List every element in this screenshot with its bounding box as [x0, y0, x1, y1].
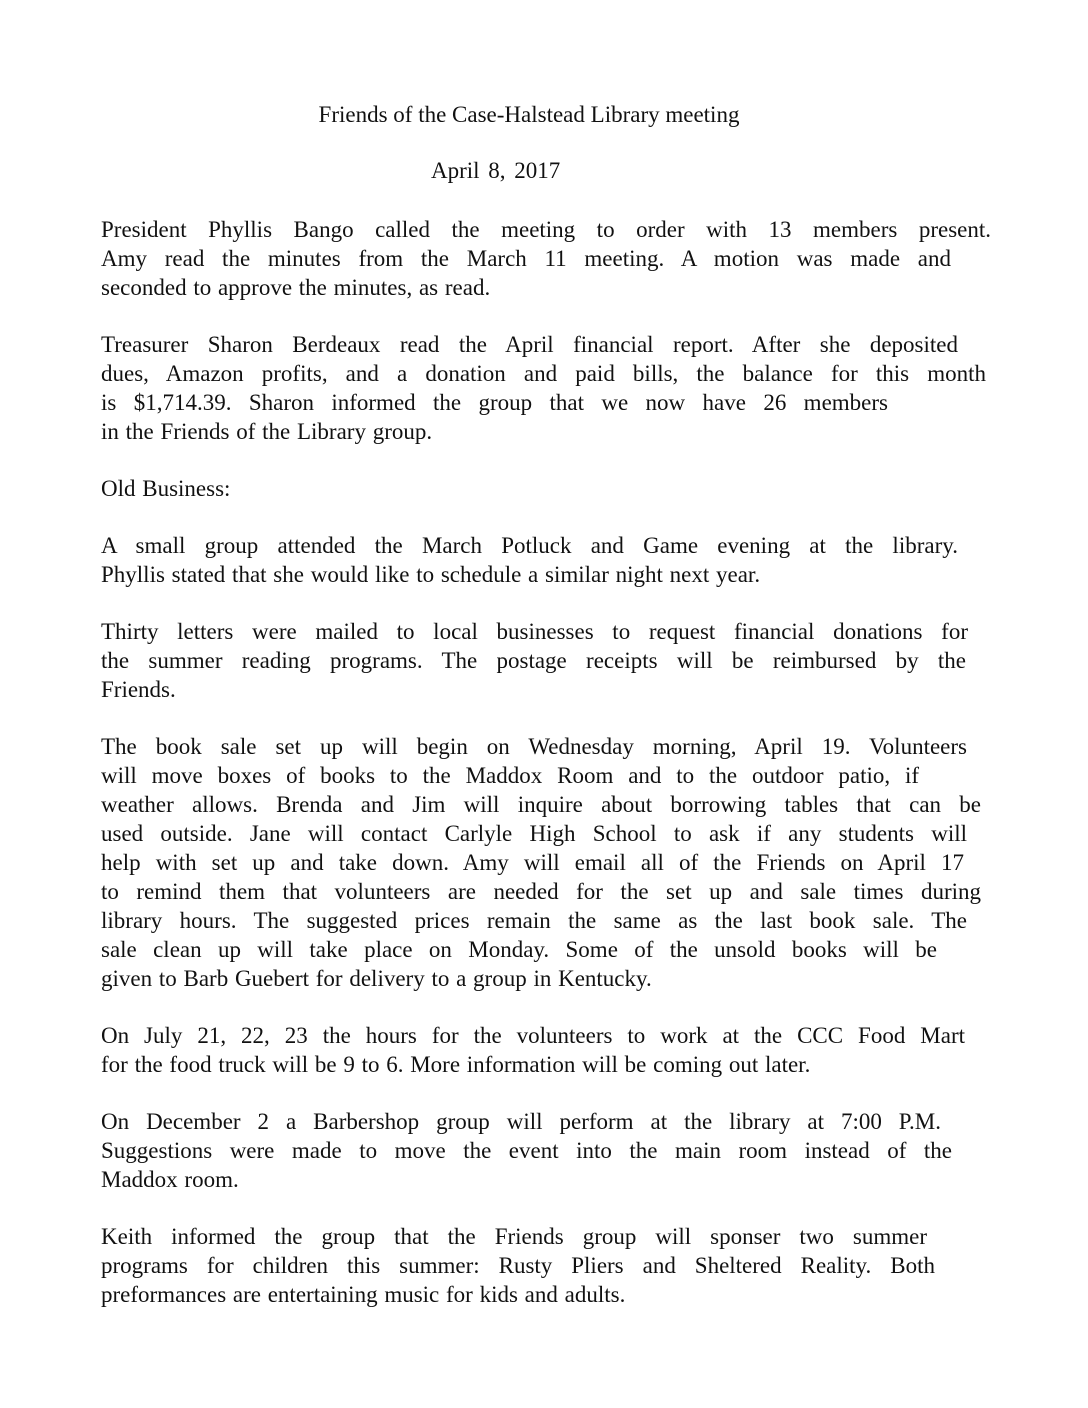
paragraph-summer-programs	[101, 1222, 991, 1309]
text-line: Treasurer Sharon Berdeaux read the April financial report. After she deposited	[101, 332, 958, 357]
page-title: Friends of the Case-Halstead Library meeting	[318, 102, 740, 127]
paragraph-book-sale	[101, 732, 991, 993]
text-line: in the Friends of the Library group.	[101, 419, 433, 444]
paragraph-call-to-order	[101, 215, 991, 302]
text-line: to remind them that volunteers are needed for the set up and sale times during	[101, 879, 981, 904]
text-line: library hours. The suggested prices remain the same as the last book sale. The	[101, 908, 967, 933]
text-line: Old Business:	[101, 476, 231, 501]
text-line: On December 2 a Barbershop group will perform at the library at 7:00 P.M.	[101, 1109, 941, 1134]
paragraph-treasurer-report	[101, 330, 991, 446]
section-heading-old-business	[101, 474, 991, 503]
paragraph-donation-letters	[101, 617, 991, 704]
text-line: the summer reading programs. The postage receipts will be reimbursed by the	[101, 648, 966, 673]
text-line: dues, Amazon profits, and a donation and paid bills, the balance for this month	[101, 361, 986, 386]
text-line: seconded to approve the minutes, as read.	[101, 275, 491, 300]
text-line: sale clean up will take place on Monday. Some of the unsold books will be	[101, 937, 937, 962]
text-line: Maddox room.	[101, 1167, 239, 1192]
paragraph-barbershop	[101, 1107, 991, 1194]
text-line: will move boxes of books to the Maddox Room and to the outdoor patio, if	[101, 763, 919, 788]
text-line: The book sale set up will begin on Wednesday morning, April 19. Volunteers	[101, 734, 967, 759]
meeting-date: April 8, 2017	[431, 158, 561, 183]
text-line: help with set up and take down. Amy will email all of the Friends on April 17	[101, 850, 964, 875]
text-line: used outside. Jane will contact Carlyle High School to ask if any students will	[101, 821, 967, 846]
text-line: given to Barb Guebert for delivery to a group in Kentucky.	[101, 966, 652, 991]
text-line: preformances are entertaining music for kids and adults.	[101, 1282, 626, 1307]
text-line: programs for children this summer: Rusty Pliers and Sheltered Reality. Both	[101, 1253, 935, 1278]
text-line: Suggestions were made to move the event into the main room instead of the	[101, 1138, 952, 1163]
text-line: is $1,714.39. Sharon informed the group that we now have 26 members	[101, 390, 888, 415]
text-line: Phyllis stated that she would like to schedule a similar night next year.	[101, 562, 761, 587]
text-line: Friends.	[101, 677, 176, 702]
paragraph-potluck	[101, 531, 991, 589]
text-line: President Phyllis Bango called the meeting to order with 13 members present.	[101, 217, 991, 242]
text-line: weather allows. Brenda and Jim will inquire about borrowing tables that can be	[101, 792, 981, 817]
text-line: Keith informed the group that the Friends group will sponser two summer	[101, 1224, 927, 1249]
text-line: for the food truck will be 9 to 6. More information will be coming out later.	[101, 1052, 811, 1077]
paragraph-food-mart	[101, 1021, 991, 1079]
text-line: Thirty letters were mailed to local businesses to request financial donations for	[101, 619, 968, 644]
text-line: Amy read the minutes from the March 11 meeting. A motion was made and	[101, 246, 951, 271]
text-line: A small group attended the March Potluck and Game evening at the library.	[101, 533, 958, 558]
minutes-body	[101, 215, 991, 1337]
text-line: On July 21, 22, 23 the hours for the volunteers to work at the CCC Food Mart	[101, 1023, 965, 1048]
